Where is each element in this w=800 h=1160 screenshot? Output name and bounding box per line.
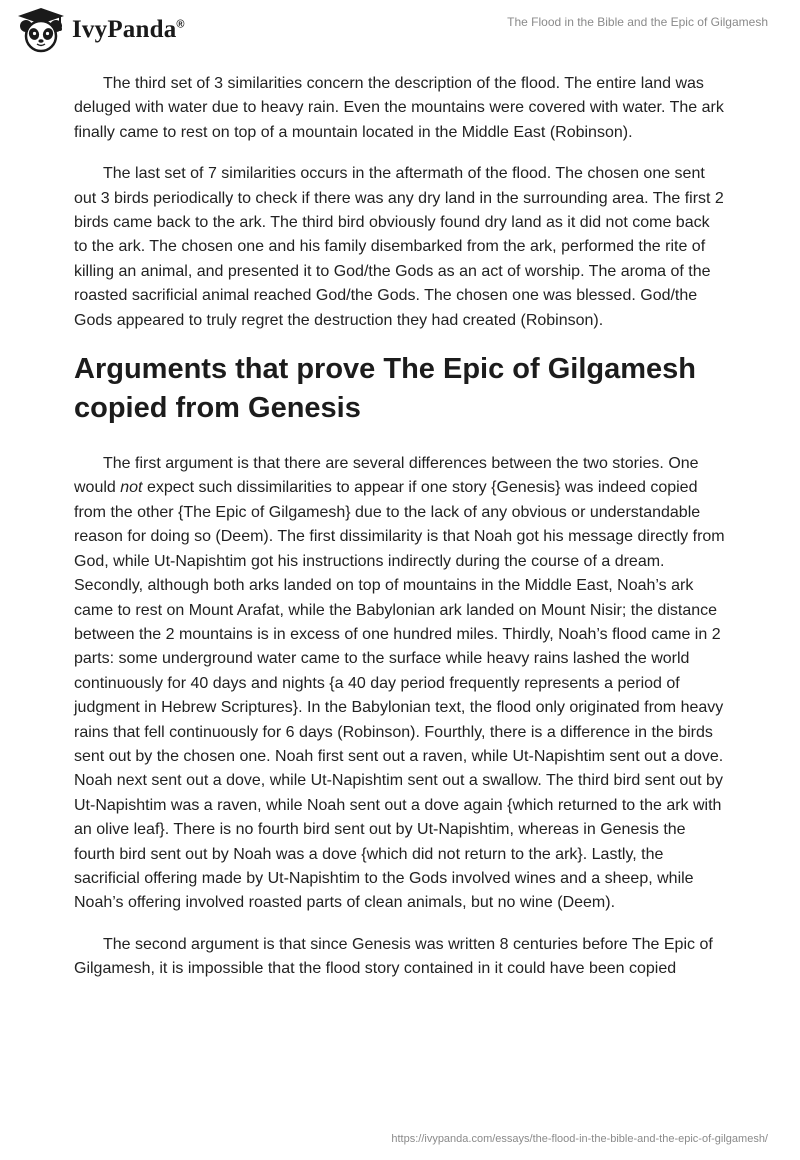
paragraph-first-argument: The first argument is that there are several differences between the two stories. One would not expect such dissimilarities to appear if one story {Genesis} was indeed copied from the other {The Epic of Gilgamesh} due to the lack of any obvious or understandable reason for doing so (Deem). The first dissimilarity is that Noah got his message directly from God, while Ut-Napishtim got his instructions indirectly during the course of a dream. Secondly, although both arks landed on top of mountains in the Middle East, Noah’s ark came to rest on Mount Arafat, while the Babylonian ark landed on Mount Nisir; the distance between the 2 mountains is in excess of one hundred miles. Thirdly, Noah’s flood came in 2 parts: some underground water came to the surface while heavy rains lashed the world continuously for 40 days and nights {a 40 day period frequently represents a period of judgment in Hebrew Scriptures}. In the Babylonian text, the flood only originated from heavy rains that fell continuously for 6 days (Robinson). Fourthly, there is a difference in the birds sent out by the chosen one. Noah first sent out a raven, while Ut-Napishtim sent out a dove. Noah next sent out a dove, while Ut-Napishtim sent out a swallow. The third bird sent out by Ut-Napishtim was a raven, while Noah sent out a dove again {which returned to the ark with an olive leaf}. There is no fourth bird sent out by Ut-Napishtim, whereas in Genesis the fourth bird sent out by Noah was a dove {which did not return to the ark}. Lastly, the sacrificial offering made by Ut-Napishtim to the Gods involved wines and a sheep, while Noah’s offering involved roasted parts of clean animals, but no wine (Deem). [74, 455, 725, 912]
paragraph-second-argument: The second argument is that since Genesis was written 8 centuries before The Epic of Gilgamesh, it is impossible that the flood story contained in it could have been copied [74, 935, 713, 978]
emphasis-not: not [120, 479, 143, 497]
brand-name: IvyPanda® [72, 16, 185, 43]
brand-logo[interactable] [14, 6, 185, 54]
section-heading: Arguments that prove The Epic of Gilgamesh copied from Genesis [74, 353, 696, 425]
document-title: The Flood in the Bible and the Epic of Gilgamesh [507, 15, 768, 29]
essay-body [74, 72, 726, 999]
paragraph-flood-description: The third set of 3 similarities concern the description of the flood. The entire land was deluged with water due to heavy rain. Even the mountains were covered with water. The ark finally came to rest on top of a mountain located in the Middle East (Robinson). [74, 75, 724, 141]
panda-graduate-icon [14, 6, 68, 54]
page-header [0, 0, 800, 62]
paragraph-aftermath: The last set of 7 similarities occurs in the aftermath of the flood. The chosen one sent out 3 birds periodically to check if there was any dry land in the surrounding area. The first 2 birds came back to the ark. The third bird obviously found dry land as it did not come back to the ark. The chosen one and his family disembarked from the ark, performed the rite of killing an animal, and presented it to God/the Gods as an act of worship. The aroma of the roasted sacrificial animal reached God/the Gods. The chosen one was blessed. God/the Gods appeared to truly regret the destruction they had created (Robinson). [74, 165, 724, 329]
source-url[interactable]: https://ivypanda.com/essays/the-flood-in-the-bible-and-the-epic-of-gilgamesh/ [391, 1133, 768, 1145]
